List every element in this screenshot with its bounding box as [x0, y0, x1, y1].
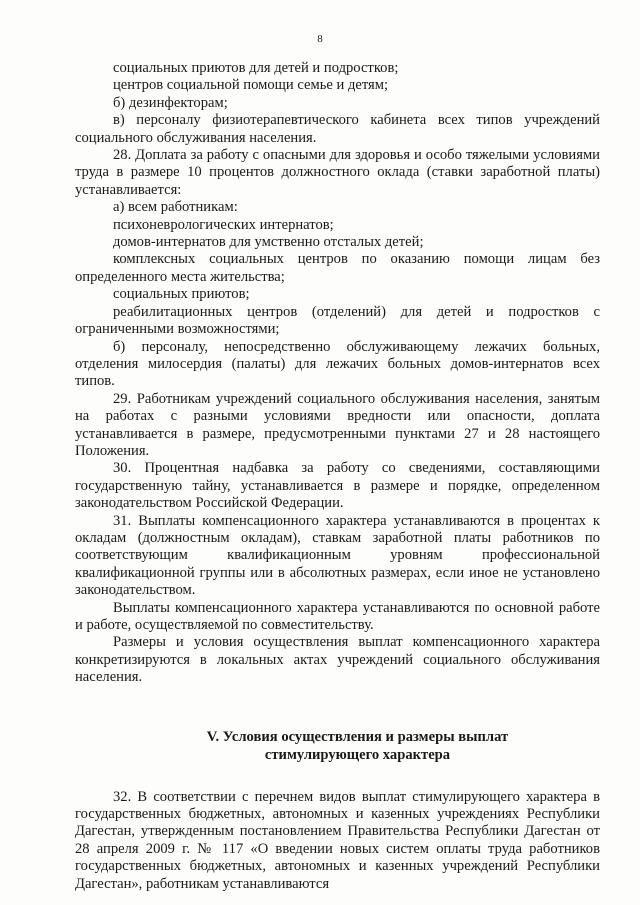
- section-heading: [75, 728, 600, 764]
- paragraph: Выплаты компенсационного характера устанавливаются по основной работе и работе, осуществляемой по совместительству.: [75, 599, 600, 633]
- paragraph: в) персоналу физиотерапевтического кабинета всех типов учреждений социального обслуживания населения.: [75, 112, 600, 146]
- paragraph: комплексных социальных центров по оказанию помощи лицам без определенного места жительства;: [75, 251, 600, 285]
- paragraph: б) персоналу, непосредственно обслуживающему лежачих больных, отделения милосердия (палаты) для лежачих больных домов-интернатов всех типов.: [75, 338, 600, 390]
- paragraph: б) дезинфекторам;: [113, 94, 228, 111]
- document-body: [75, 60, 600, 893]
- page-number: 8: [317, 33, 323, 45]
- paragraph: домов-интернатов для умственно отсталых детей;: [113, 234, 424, 251]
- section-heading-line: V. Условия осуществления и размеры выплат: [206, 728, 509, 745]
- paragraph: социальных приютов для детей и подростков;: [113, 60, 399, 76]
- paragraph: реабилитационных центров (отделений) для детей и подростков с ограниченными возможностями;: [75, 303, 600, 338]
- paragraph: а) всем работникам:: [113, 199, 238, 216]
- paragraph-29: 29. Работникам учреждений социального обслуживания населения, занятым на работах с разными условиями вредности или опасности, доплата устанавливается в размере, предусмотренными пунктами 27 и 28 настоящего Положения.: [75, 390, 600, 459]
- section-heading-line: стимулирующего характера: [264, 746, 451, 763]
- paragraph: социальных приютов;: [113, 286, 250, 303]
- paragraph: психоневрологических интернатов;: [113, 216, 334, 233]
- paragraph-28: 28. Доплата за работу с опасными для здоровья и особо тяжелыми условиями труда в размере 10 процентов должностного оклада (ставки заработной платы) устанавливается:: [75, 147, 600, 198]
- paragraph-30: 30. Процентная надбавка за работу со сведениями, составляющими государственную тайну, устанавливается в размере и порядке, определенном законодательством Российской Федерации.: [75, 460, 600, 512]
- paragraph: Размеры и условия осуществления выплат компенсационного характера конкретизируются в локальных актах учреждений социального обслуживания населения.: [75, 634, 600, 686]
- paragraph-31: 31. Выплаты компенсационного характера устанавливаются в процентах к окладам (должностным окладам), ставкам заработной платы работников по соответствующим квалификационным уровням профессиональной квалификационной группы или в абсолютных размерах, если иное не установлено законодательством.: [75, 512, 600, 599]
- paragraph: центров социальной помощи семье и детям;: [113, 77, 389, 94]
- paragraph-32: 32. В соответствии с перечнем видов выплат стимулирующего характера в государственных бюджетных, автономных и казенных учреждениях Республики Дагестан, утвержденным постановлением Правительства Республики Дагестан от 28 апреля 2009 г. № 117 «О введении новых систем оплаты труда работников государственных бюджетных, автономных и казенных учреждений Республики Дагестан», работникам устанавливаются: [75, 788, 600, 892]
